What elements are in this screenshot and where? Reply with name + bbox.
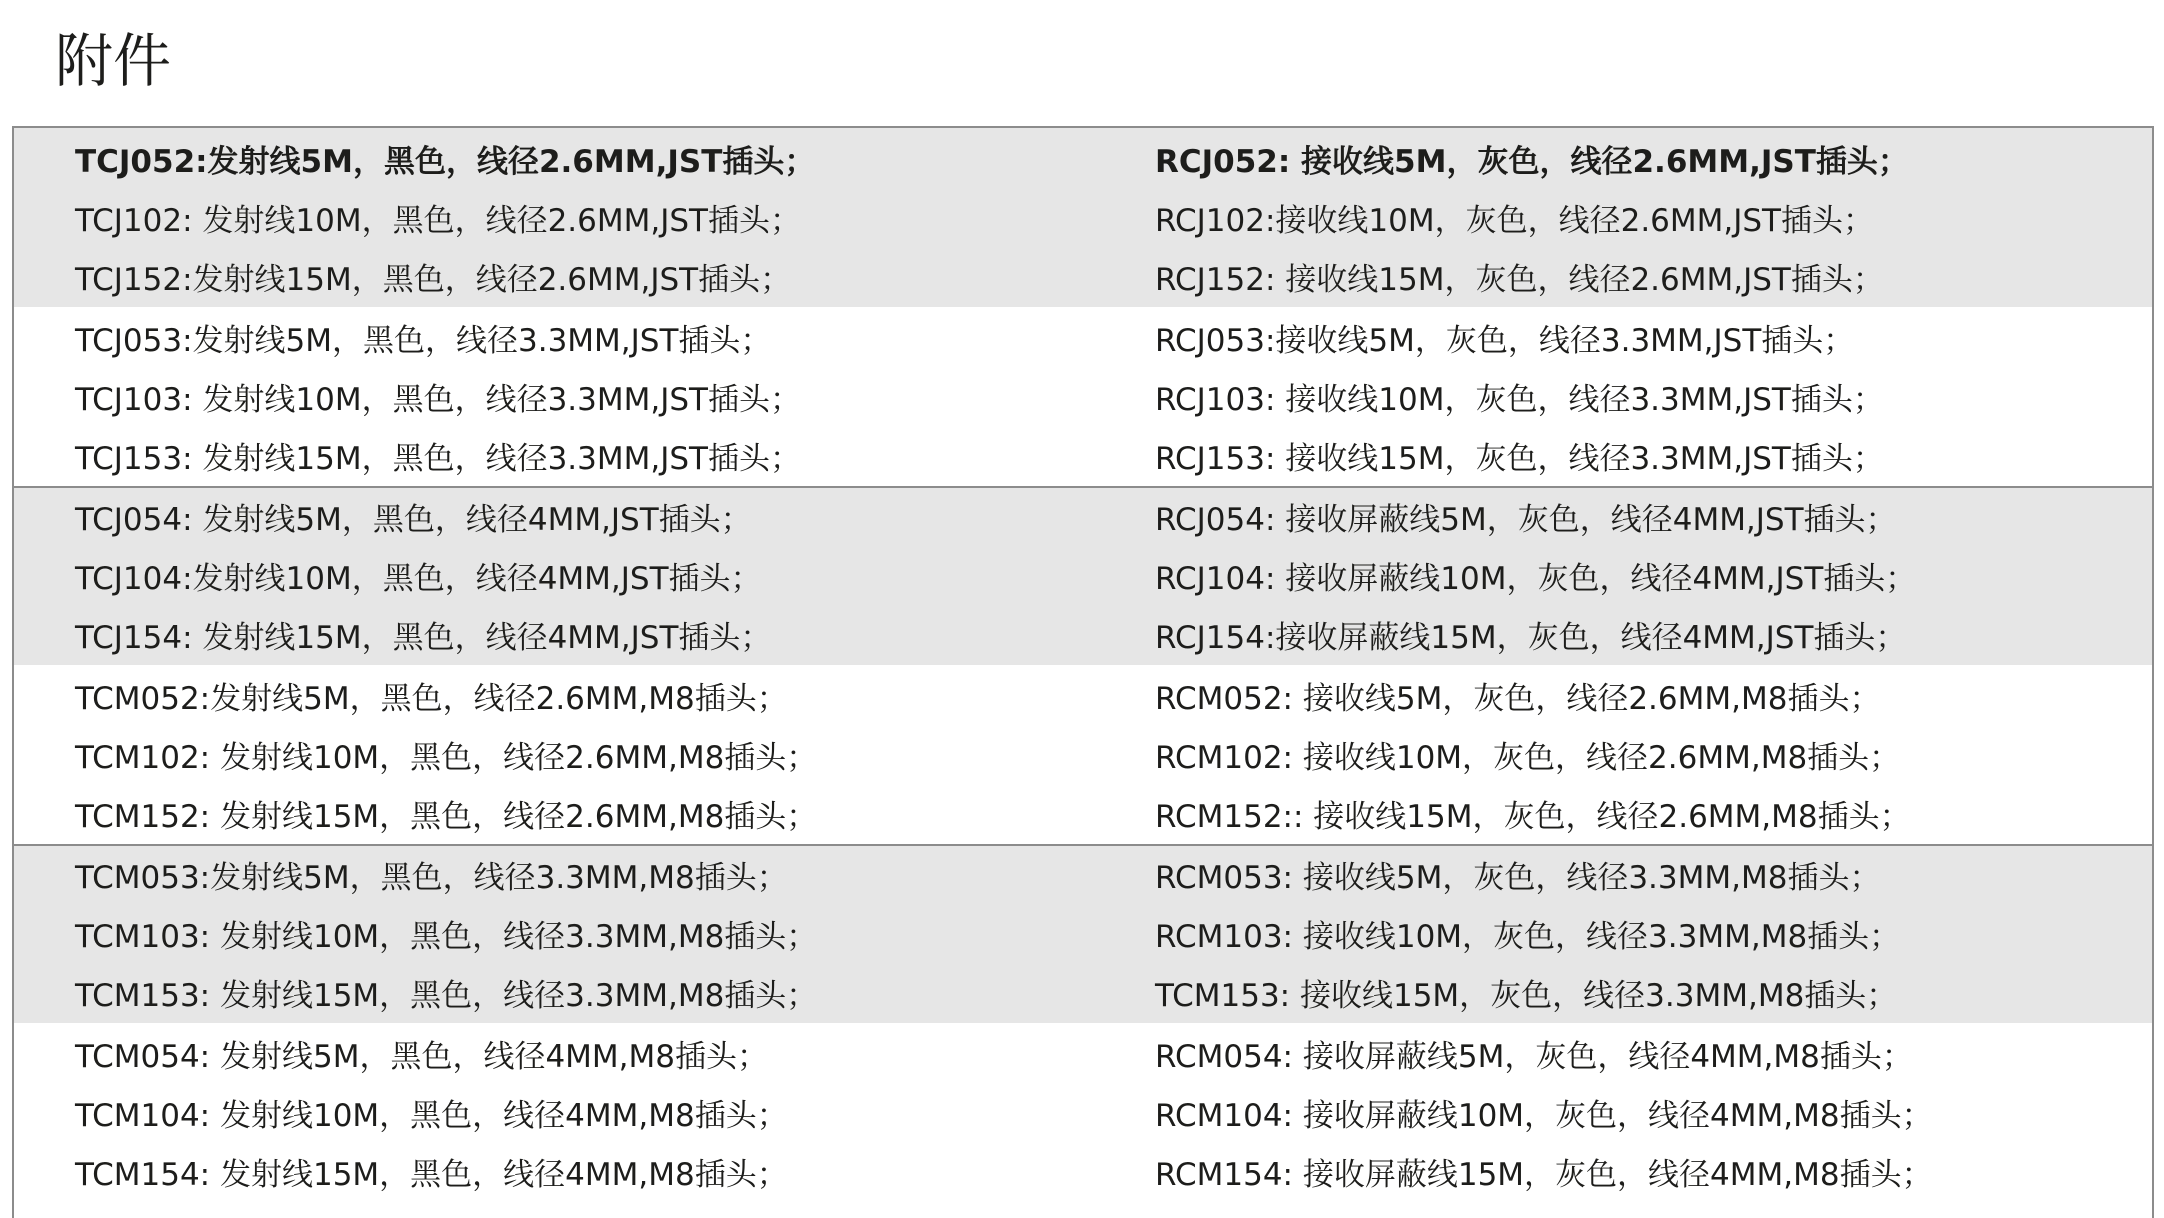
transmitter-cable-spec: TCM103: 发射线10M，黑色，线径3.3MM,M8插头； [75,919,818,955]
transmitter-cable-spec: TCM154: 发射线15M，黑色，线径4MM,M8插头； [75,1157,788,1193]
receiver-cable-spec: RCJ153: 接收线15M，灰色，线径3.3MM,JST插头； [1155,441,1884,477]
accessory-group-m8-3-3mm [14,844,2152,1023]
accessory-group-jst-4mm [14,486,2152,665]
transmitter-cable-spec: TCJ052:发射线5M，黑色，线径2.6MM,JST插头； [75,144,816,180]
table-row [14,967,2152,1026]
receiver-cable-spec: RCJ152: 接收线15M，灰色，线径2.6MM,JST插头； [1155,262,1884,298]
table-row [14,670,2152,729]
table-row [14,192,2152,251]
receiver-cable-spec: RCM102: 接收线10M，灰色，线径2.6MM,M8插头； [1155,740,1901,776]
accessory-group-m8-2-6mm [14,665,2152,844]
receiver-cable-spec: RCJ054: 接收屏蔽线5M，灰色，线径4MM,JST插头； [1155,502,1897,538]
receiver-cable-spec: RCJ102:接收线10M，灰色，线径2.6MM,JST插头； [1155,203,1874,239]
transmitter-cable-spec: TCJ102: 发射线10M，黑色，线径2.6MM,JST插头； [75,203,801,239]
receiver-cable-spec: RCM104: 接收屏蔽线10M，灰色，线径4MM,M8插头； [1155,1098,1933,1134]
transmitter-cable-spec: TCJ103: 发射线10M，黑色，线径3.3MM,JST插头； [75,382,801,418]
transmitter-cable-spec: TCM153: 发射线15M，黑色，线径3.3MM,M8插头； [75,978,818,1014]
accessories-table [12,126,2154,1218]
table-row [14,491,2152,550]
page-title: 附件 [55,27,172,95]
table-row [14,550,2152,609]
table-row [14,1146,2152,1205]
table-row [14,1087,2152,1146]
receiver-cable-spec: RCJ053:接收线5M，灰色，线径3.3MM,JST插头； [1155,323,1855,359]
table-row [14,849,2152,908]
table-row [14,729,2152,788]
receiver-cable-spec: RCM154: 接收屏蔽线15M，灰色，线径4MM,M8插头； [1155,1157,1933,1193]
table-row [14,788,2152,847]
table-row [14,371,2152,430]
transmitter-cable-spec: TCJ053:发射线5M，黑色，线径3.3MM,JST插头； [75,323,772,359]
transmitter-cable-spec: TCM104: 发射线10M，黑色，线径4MM,M8插头； [75,1098,788,1134]
table-row [14,1028,2152,1087]
transmitter-cable-spec: TCJ054: 发射线5M，黑色，线径4MM,JST插头； [75,502,752,538]
transmitter-cable-spec: TCM053:发射线5M，黑色，线径3.3MM,M8插头； [75,860,788,896]
transmitter-cable-spec: TCJ104:发射线10M，黑色，线径4MM,JST插头； [75,561,762,597]
transmitter-cable-spec: TCM102: 发射线10M，黑色，线径2.6MM,M8插头； [75,740,818,776]
table-row [14,251,2152,310]
receiver-cable-spec: RCM054: 接收屏蔽线5M，灰色，线径4MM,M8插头； [1155,1039,1913,1075]
transmitter-cable-spec: TCJ152:发射线15M，黑色，线径2.6MM,JST插头； [75,262,792,298]
transmitter-cable-spec: TCJ153: 发射线15M，黑色，线径3.3MM,JST插头； [75,441,801,477]
table-row [14,312,2152,371]
transmitter-cable-spec: TCM152: 发射线15M，黑色，线径2.6MM,M8插头； [75,799,818,835]
receiver-cable-spec: RCJ154:接收屏蔽线15M，灰色，线径4MM,JST插头； [1155,620,1907,656]
receiver-cable-spec: RCJ103: 接收线10M，灰色，线径3.3MM,JST插头； [1155,382,1884,418]
receiver-cable-spec: RCJ104: 接收屏蔽线10M，灰色，线径4MM,JST插头； [1155,561,1917,597]
table-row [14,430,2152,489]
transmitter-cable-spec: TCM052:发射线5M，黑色，线径2.6MM,M8插头； [75,681,788,717]
accessory-group-jst-2-6mm [14,128,2152,307]
transmitter-cable-spec: TCJ154: 发射线15M，黑色，线径4MM,JST插头； [75,620,772,656]
table-row [14,908,2152,967]
receiver-cable-spec: RCM053: 接收线5M，灰色，线径3.3MM,M8插头； [1155,860,1881,896]
receiver-cable-spec: RCM103: 接收线10M，灰色，线径3.3MM,M8插头； [1155,919,1901,955]
transmitter-cable-spec: TCM054: 发射线5M，黑色，线径4MM,M8插头； [75,1039,768,1075]
receiver-cable-spec: RCM052: 接收线5M，灰色，线径2.6MM,M8插头； [1155,681,1881,717]
receiver-cable-spec: RCJ052: 接收线5M，灰色，线径2.6MM,JST插头； [1155,144,1909,180]
table-row [14,133,2152,192]
table-row [14,609,2152,668]
accessory-group-m8-4mm [14,1023,2152,1202]
receiver-cable-spec: RCM152:: 接收线15M，灰色，线径2.6MM,M8插头； [1155,799,1911,835]
receiver-cable-spec: TCM153: 接收线15M，灰色，线径3.3MM,M8插头； [1155,978,1898,1014]
accessory-group-jst-3-3mm [14,307,2152,486]
